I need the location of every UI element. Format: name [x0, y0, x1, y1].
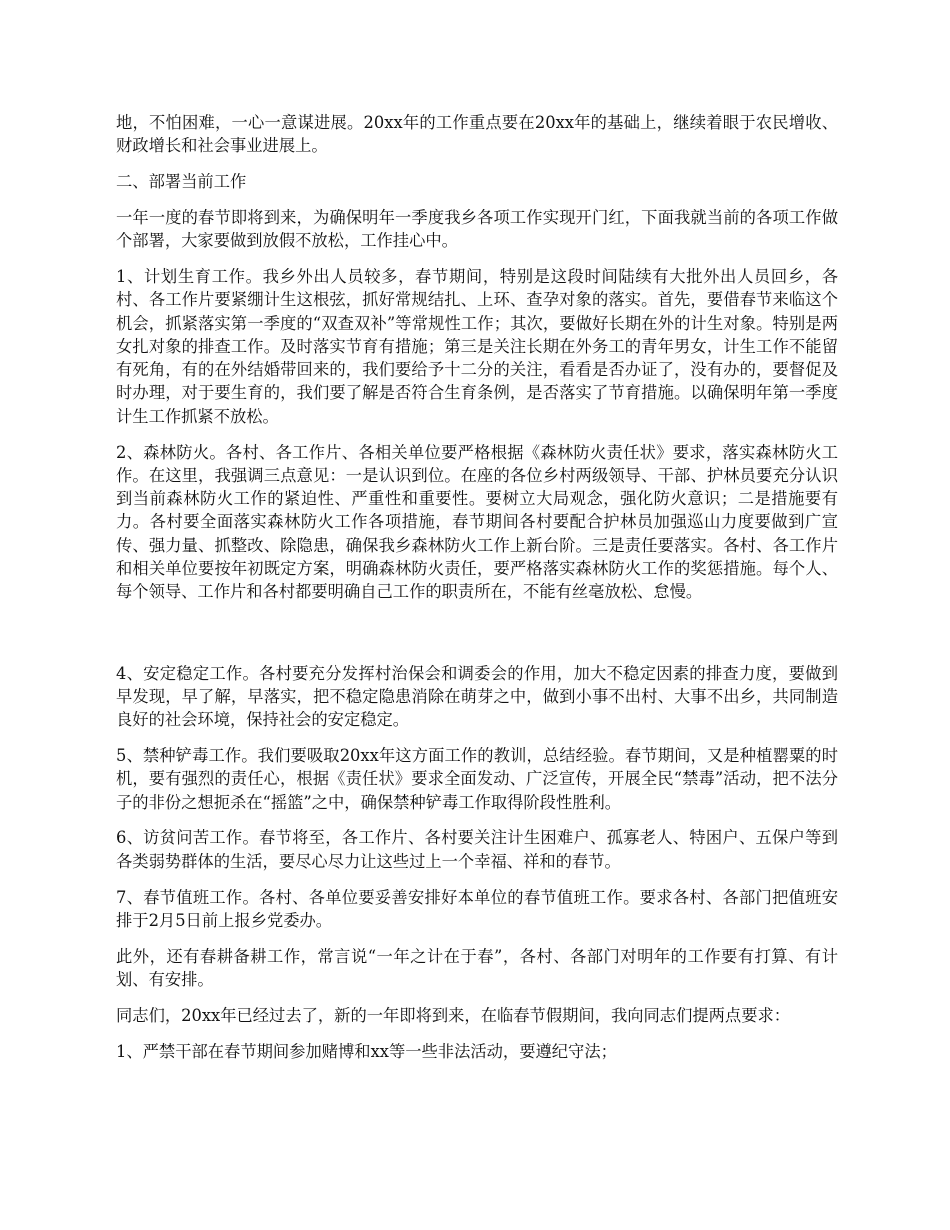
paragraph-overview: 一年一度的春节即将到来，为确保明年一季度我乡各项工作实现开门红，下面我就当前的各项工作做个部署，大家要做到放假不放松，工作挂心中。 [116, 207, 838, 251]
paragraph-spring-farming: 此外，还有春耕备耕工作，常言说“一年之计在于春”，各村、各部门对明年的工作要有打算、有计划、有安排。 [116, 946, 838, 989]
paragraph-requirements-intro: 同志们，20xx年已经过去了，新的一年即将到来，在临春节假期间，我向同志们提两点要求： [116, 1005, 791, 1025]
paragraph-stability: 4、安定稳定工作。各村要充分发挥村治保会和调委会的作用，加大不稳定因素的排查力度，要做到早发现，早了解，早落实，把不稳定隐患消除在萌芽之中，做到小事不出村、大事不出乡，共同制造良好的社会环境，保持社会的安定稳定。 [116, 663, 838, 730]
section-heading: 二、部署当前工作 [116, 172, 247, 192]
paragraph-duty-schedule: 7、春节值班工作。各村、各单位要妥善安排好本单位的春节值班工作。要求各村、各部门把值班安排于2月5日前上报乡党委办。 [116, 887, 838, 930]
paragraph-forest-fire: 2、森林防火。各村、各工作片、各相关单位要严格根据《森林防火责任状》要求，落实森林防火工作。在这里，我强调三点意见：一是认识到位。在座的各位乡村两级领导、干部、护林员要充分认识到当前森林防火工作的紧迫性、严重性和重要性。要树立大局观念，强化防火意识；二是措施要有力。各村要全面落实森林防火工作各项措施，春节期间各村要配合护林员加强巡山力度要做到广宣传、强力量、抓整改、除隐患，确保我乡森林防火工作上新台阶。三是责任要落实。各村、各工作片和相关单位要按年初既定方案，明确森林防火责任，要严格落实森林防火工作的奖惩措施。每个人、每个领导、工作片和各村都要明确自己工作的职责所在，不能有丝毫放松、怠慢。 [116, 442, 838, 602]
paragraph-requirement-1: 1、严禁干部在春节期间参加赌博和xx等一些非法活动，要遵纪守法； [116, 1041, 617, 1061]
paragraph-family-planning: 1、计划生育工作。我乡外出人员较多，春节期间，特别是这段时间陆续有大批外出人员回乡，各村、各工作片要紧绷计生这根弦，抓好常规结扎、上环、查孕对象的落实。首先，要借春节来临这个机会，抓紧落实第一季度的“双查双补”等常规性工作；其次，要做好长期在外的计生对象。特别是两女扎对象的排查工作。及时落实节育有措施；第三是关注长期在外务工的青年男女，计生工作不能留有死角，有的在外结婚带回来的，我们要给予十二分的关注，看看是否办证了，没有办的，要督促及时办理，对于要生育的，我们要了解是否符合生育条例，是否落实了节育措施。以确保明年第一季度计生工作抓紧不放松。 [116, 266, 838, 426]
paragraph-poverty-visits: 6、访贫问苦工作。春节将至，各工作片、各村要关注计生困难户、孤寡老人、特困户、五保户等到各类弱势群体的生活，要尽心尽力让这些过上一个幸福、祥和的春节。 [116, 828, 838, 871]
paragraph-intro-continuation: 地，不怕困难，一心一意谋进展。20xx年的工作重点要在20xx年的基础上，继续着眼于农民增收、财政增长和社会事业进展上。 [116, 113, 838, 156]
paragraph-drug-eradication: 5、禁种铲毒工作。我们要吸取20xx年这方面工作的教训，总结经验。春节期间，又是种植罂粟的时机，要有强烈的责任心，根据《责任状》要求全面发动、广泛宣传，开展全民“禁毒”活动，把不法分子的非份之想扼杀在“摇篮”之中，确保禁种铲毒工作取得阶段性胜利。 [116, 746, 838, 812]
document-page [116, 111, 838, 1075]
